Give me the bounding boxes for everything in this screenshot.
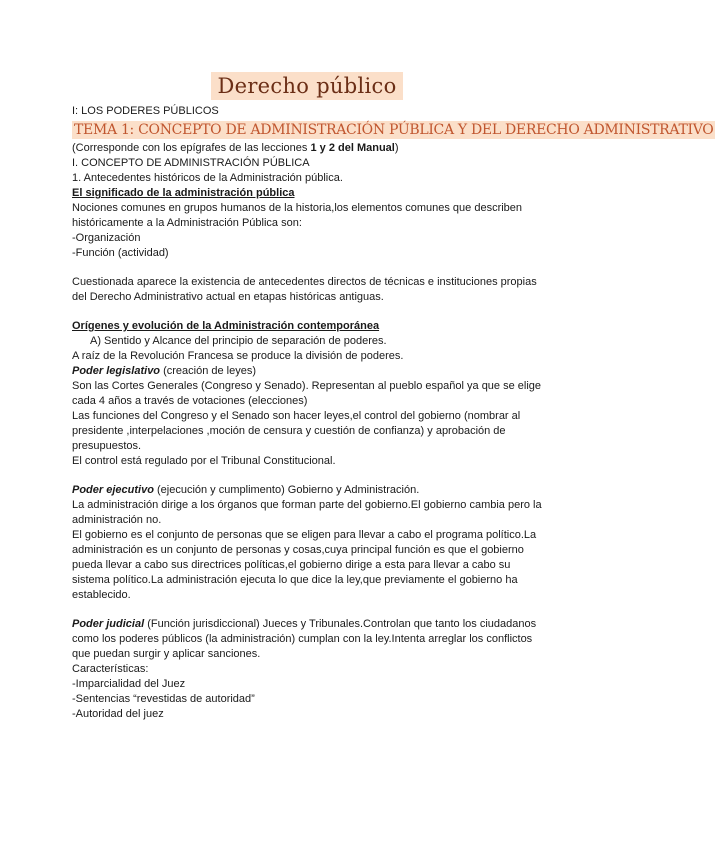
title-container (72, 72, 542, 100)
concepto-heading: I. CONCEPTO DE ADMINISTRACIÓN PÚBLICA (72, 157, 310, 169)
antecedentes-heading: 1. Antecedentes históricos de la Administración pública. (72, 172, 343, 184)
section-heading: I: LOS PODERES PÚBLICOS (72, 105, 219, 117)
tema-heading: TEMA 1: CONCEPTO DE ADMINISTRACIÓN PÚBLICA Y DEL DERECHO ADMINISTRATIVO (74, 122, 714, 138)
legislativo-heading: Poder legislativo (creación de leyes) (72, 365, 257, 377)
document-page (72, 72, 714, 722)
nociones-paragraph: Nociones comunes en grupos humanos de la historia,los elementos comunes que describen históricamente a la Administración Pública son: (72, 202, 523, 229)
legislativo-p1: Son las Cortes Generales (Congreso y Senado). Representan al pueblo español ya que se elige cada 4 años a través de votaciones (elecciones) (72, 380, 542, 407)
judicial-paragraph: Poder judicial (Función jurisdiccional) Jueces y Tribunales.Controlan que tanto los ciudadanos como los poderes públicos (la administración) cumplan con la ley.Intenta arreglar los conflictos que puedan surgir y aplicar sanciones. (72, 618, 537, 660)
origenes-heading: Orígenes y evolución de la Administración contemporánea (72, 320, 380, 332)
list-item: -Imparcialidad del Juez (72, 678, 186, 690)
legislativo-p3: El control está regulado por el Tribunal Constitucional. (72, 455, 336, 467)
corresponde-line: (Corresponde con los epígrafes de las lecciones 1 y 2 del Manual) (72, 142, 399, 154)
cuestionada-paragraph: Cuestionada aparece la existencia de antecedentes directos de técnicas e instituciones propias del Derecho Administrativo actual en etapas históricas antiguas. (72, 276, 537, 303)
list-item: -Autoridad del juez (72, 708, 164, 720)
legislativo-p2: Las funciones del Congreso y el Senado son hacer leyes,el control del gobierno (nombrar al presidente ,interpelaciones ,moción de censura y cuestión de confianza) y aprobación de presupuestos. (72, 410, 521, 452)
significado-heading: El significado de la administración pública (72, 187, 295, 199)
ejecutivo-heading: Poder ejecutivo (ejecución y cumplimento) Gobierno y Administración. (72, 484, 420, 496)
document-title: Derecho público (211, 72, 402, 100)
revolucion-line: A raíz de la Revolución Francesa se produce la división de poderes. (72, 350, 404, 362)
sentido-line: A) Sentido y Alcance del principio de separación de poderes. (90, 335, 387, 347)
ejecutivo-p1: La administración dirige a los órganos que forman parte del gobierno.El gobierno cambia pero la administración no. (72, 499, 542, 526)
caracteristicas-heading: Características: (72, 663, 149, 675)
ejecutivo-p2: El gobierno es el conjunto de personas que se eligen para llevar a cabo el programa político.La administración es un conjunto de personas y cosas,cuya principal función es que el gobierno pueda llevar a cabo sus directrices políticas,el gobierno dirige a esta para llevar a cabo su sistema político.La administración ejecuta lo que dice la ley,que previamente el gobierno ha establecido. (72, 529, 537, 601)
list-item: -Sentencias “revestidas de autoridad” (72, 693, 255, 705)
funcion-item: -Función (actividad) (72, 247, 169, 259)
organizacion-item: -Organización (72, 232, 141, 244)
